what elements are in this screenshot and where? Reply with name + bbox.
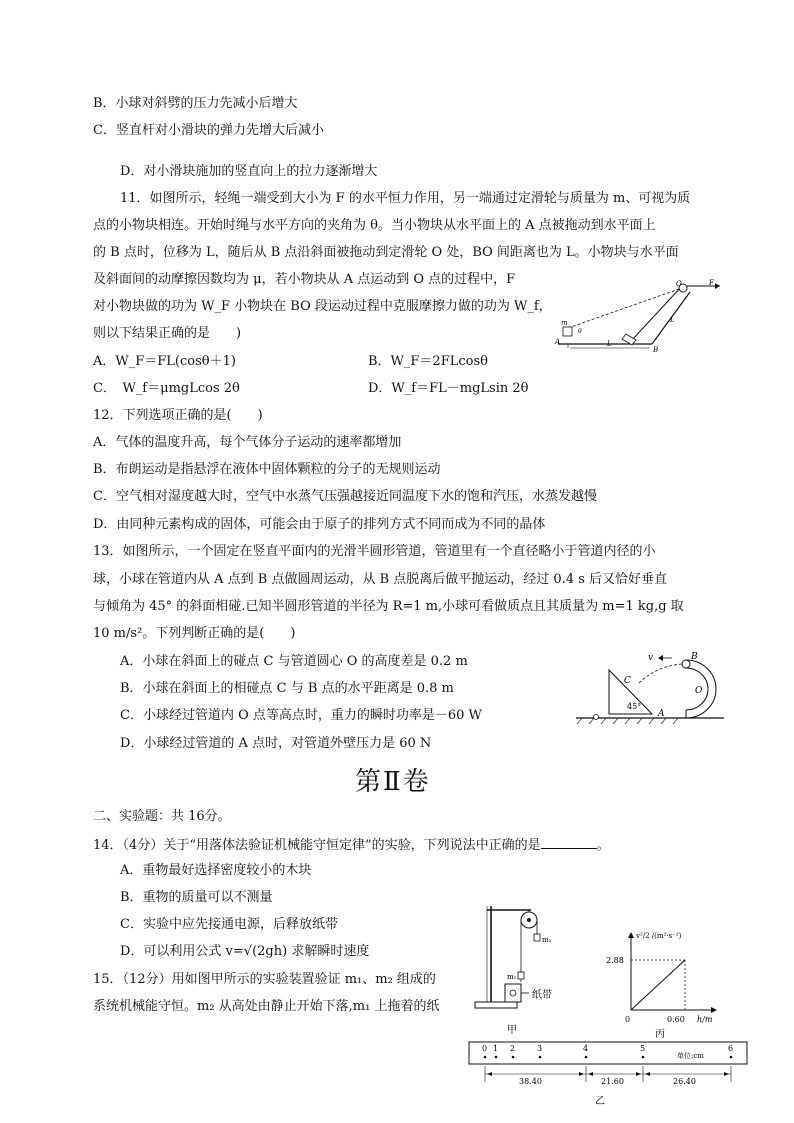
tape-dot-6 — [730, 1056, 733, 1059]
q13-fig-c: C — [624, 676, 631, 686]
tape-unit-label: 单位:cm — [677, 1052, 704, 1060]
tape-tick-label-2: 2 — [510, 1044, 516, 1053]
q11-stem-line-4: 及斜面间的动摩擦因数均为 μ，若小物块从 A 点运动到 O 点的过程中，F — [93, 272, 516, 287]
figure-yi-caption: 乙 — [595, 1096, 605, 1107]
q14-option-d: D．可以利用公式 v=√(2gh) 求解瞬时速度 — [120, 944, 370, 959]
q13-stem-line-1: 13．如图所示，一个固定在竖直平面内的光滑半圆形管道，管道里有一个直径略小于管道内径的小 — [93, 544, 656, 559]
q14-option-c: C．实验中应先接通电源，后释放纸带 — [120, 917, 338, 932]
q10-option-b: B．小球对斜劈的压力先减小后增大 — [93, 96, 298, 111]
q12-option-d: D．由同种元素构成的固体，可能会由于原子的排列方式不同而成为不同的晶体 — [93, 517, 546, 532]
graph-y-axis-label: v²/2 /(m²·s⁻²) — [636, 932, 682, 940]
q11-fig-f: F — [709, 279, 714, 287]
graph-origin: 0 — [625, 1015, 631, 1024]
figure-jia-caption: 甲 — [507, 1025, 517, 1036]
apparatus-figure — [465, 898, 575, 1038]
paper-tape-figure — [465, 1038, 755, 1110]
q11-figure — [552, 278, 727, 354]
q12-option-a: A．气体的温度升高，每个气体分子运动的速率都增加 — [93, 435, 402, 450]
tape-tick-label-4: 4 — [583, 1044, 589, 1053]
tape-tick-label-3: 3 — [537, 1044, 543, 1053]
q11-option-d: D．W_f＝FL－mgLsin 2θ — [368, 381, 529, 396]
q13-stem-line-2: 球，小球在管道内从 A 点到 B 点做圆周运动，从 B 点脱离后做平抛运动，经过 0.4 s 后又恰好垂直 — [93, 572, 668, 587]
q11-fig-theta: θ — [578, 328, 582, 335]
q14-stem-text: 14．（4分）关于“用落体法验证机械能守恒定律”的实验，下列说法中正确的是 — [93, 838, 541, 853]
q14-option-b: B．重物的质量可以不测量 — [120, 890, 273, 905]
tape-dot-2 — [512, 1056, 515, 1059]
q11-fig-l2: L — [670, 316, 675, 324]
q12-option-c: C．空气相对湿度越大时，空气中水蒸气压强越接近同温度下水的饱和汽压，水蒸发越慢 — [93, 489, 597, 504]
q11-option-c: C． W_f＝μmgLcos 2θ — [93, 381, 240, 396]
q15-stem-line-2: 系统机械能守恒。m₂ 从高处由静止开始下落,m₁ 上拖着的纸 — [93, 999, 440, 1014]
apparatus-m2-label: m₂ — [542, 936, 552, 944]
q11-fig-o: O — [676, 280, 682, 288]
q13-stem-line-4: 10 m/s²。下列判断正确的是( ) — [93, 626, 296, 641]
q10-option-c: C．竖直杆对小滑块的弹力先增大后减小 — [93, 123, 324, 138]
tape-dot-5 — [642, 1056, 645, 1059]
q11-fig-l1: L — [607, 340, 612, 348]
tape-tick-label-5: 5 — [640, 1044, 646, 1053]
tape-dot-0 — [484, 1056, 487, 1059]
q11-stem-line-5: 对小物块做的功为 W_F 小物块在 BO 段运动过程中克服摩擦力做的功为 W_f， — [93, 299, 552, 314]
tape-dot-1 — [495, 1056, 498, 1059]
data-line — [631, 960, 685, 1010]
tape-distance-2: 21.60 — [601, 1077, 624, 1086]
q11-option-b: B．W_F＝2FLcosθ — [368, 354, 488, 369]
q13-option-b: B．小球在斜面上的相碰点 C 与 B 点的水平距离是 0.8 m — [120, 681, 454, 696]
graph-y-value: 2.88 — [606, 956, 624, 965]
tape-distance-1: 38.40 — [519, 1077, 542, 1086]
tape-distance-3: 26.40 — [673, 1077, 696, 1086]
q13-fig-v: v — [648, 653, 654, 663]
paper-tape-label: 纸带 — [532, 990, 552, 1001]
q11-fig-a: A — [555, 338, 561, 346]
q13-option-c: C．小球经过管道内 O 点等高点时，重力的瞬时功率是－60 W — [120, 708, 482, 723]
q13-option-d: D．小球经过管道的 A 点时，对管道外壁压力是 60 N — [120, 736, 432, 751]
q11-stem-line-6: 则以下结果正确的是 ) — [93, 326, 242, 341]
q13-fig-angle: 45° — [627, 702, 642, 711]
section-title: 第Ⅱ卷 — [355, 767, 431, 797]
q11-fig-b: B — [653, 346, 659, 354]
q12-stem: 12．下列选项正确的是( ) — [93, 408, 263, 423]
tape-dot-3 — [539, 1056, 542, 1059]
q13-fig-o: O — [695, 686, 703, 696]
q12-option-b: B．布朗运动是指悬浮在液体中固体颗粒的分子的无规则运动 — [93, 462, 441, 477]
q11-stem-line-3: 的 B 点时，位移为 L，随后从 B 点沿斜面被拖动到定滑轮 O 处，BO 间距离也为 L。小物块与水平面 — [93, 245, 679, 260]
tape-dot-4 — [585, 1056, 588, 1059]
graph-x-axis-label: h/m — [697, 1015, 713, 1024]
q13-fig-a: A — [658, 709, 665, 719]
q13-fig-b: B — [691, 652, 698, 662]
q14-stem — [93, 836, 610, 854]
graph-figure — [605, 926, 725, 1038]
q15-stem-line-1: 15．（12分）用如图甲所示的实验装置验证 m₁、m₂ 组成的 — [93, 972, 436, 987]
q11-stem-line-2: 点的小物块相连。开始时绳与水平方向的夹角为 θ。当小物块从水平面上的 A 点被拖动到水平面上 — [93, 218, 656, 233]
apparatus-m1-label: m₁ — [507, 973, 517, 981]
q11-stem-line-1: 11．如图所示，轻绳一端受到大小为 F 的水平恒力作用，另一端通过定滑轮与质量为 m、可视为质 — [120, 191, 691, 206]
tape-tick-label-1: 1 — [493, 1044, 499, 1053]
answer-blank[interactable] — [541, 836, 597, 849]
q11-fig-m: m — [561, 319, 568, 327]
q13-option-a: A．小球在斜面上的碰点 C 与管道圆心 O 的高度差是 0.2 m — [120, 654, 468, 669]
graph-x-value: 0.60 — [667, 1015, 685, 1024]
q13-stem-line-3: 与倾角为 45° 的斜面相碰.已知半圆形管道的半径为 R=1 m,小球可看做质点且其质量为 m=1 kg,g 取 — [93, 599, 684, 614]
tape-tick-label-0: 0 — [482, 1044, 488, 1053]
q14-stem-end: 。 — [596, 838, 610, 853]
q11-option-a: A．W_F＝FL(cosθ＋1) — [93, 354, 236, 369]
q13-figure — [574, 646, 734, 730]
figure-bing-caption: 丙 — [655, 1029, 665, 1038]
q10-option-d: D．对小滑块施加的竖直向上的拉力逐渐增大 — [120, 164, 378, 179]
part2-heading: 二、实验题：共 16分。 — [93, 809, 231, 824]
q14-option-a: A．重物最好选择密度较小的木块 — [120, 863, 312, 878]
tape-tick-label-6: 6 — [728, 1044, 734, 1053]
